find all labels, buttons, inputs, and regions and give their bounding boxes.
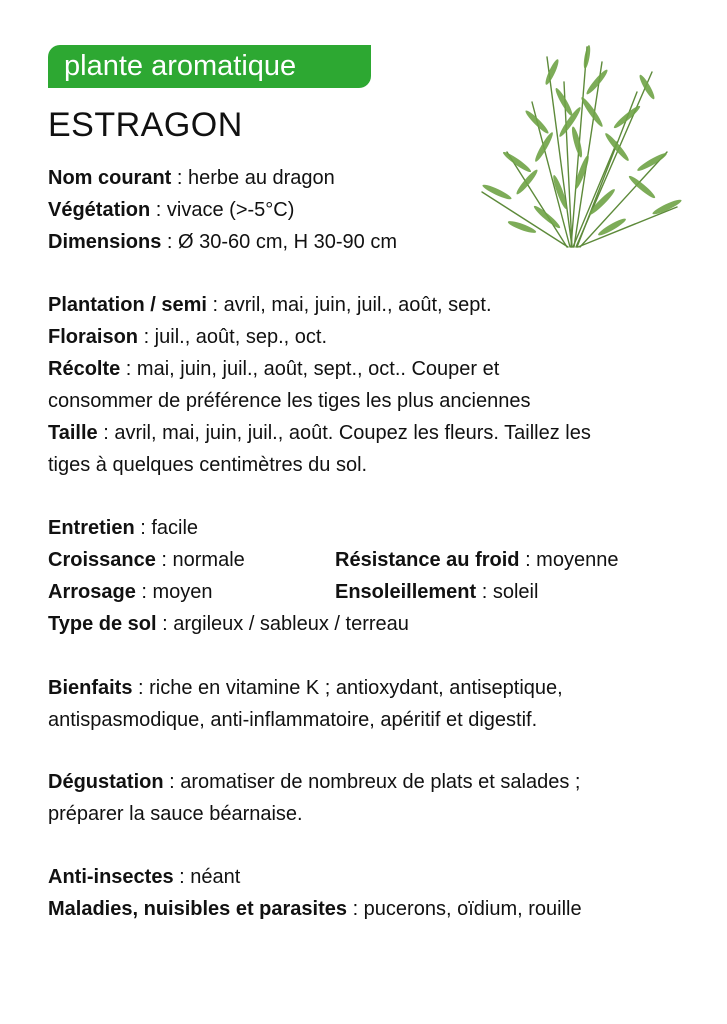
field-label: Récolte (48, 358, 121, 380)
field-value: : avril, mai, juin, juil., août. Coupez les fleurs. Taillez les (97, 422, 591, 444)
field-label: Arrosage (48, 581, 136, 603)
field-value: : moyenne (519, 549, 619, 571)
field-value: : Ø 30-60 cm, H 30-90 cm (161, 231, 397, 253)
field-label: Floraison (48, 326, 139, 348)
field-value: : juil., août, sep., oct. (138, 326, 327, 348)
field-ensoleillement (335, 579, 538, 605)
field-bienfaits-cont: antispasmodique, anti-inflammatoire, apéritif et digestif. (48, 709, 538, 731)
field-value: : argileux / sableux / terreau (156, 613, 409, 635)
field-recolte-cont: consommer de préférence les tiges les plus anciennes (48, 390, 531, 412)
field-label: Type de sol (48, 613, 157, 635)
field-plantation (48, 292, 492, 318)
field-degustation-cont: préparer la sauce béarnaise. (48, 803, 303, 825)
field-label: Dégustation (48, 771, 164, 793)
field-anti-insectes (48, 864, 240, 890)
field-label: Entretien (48, 517, 135, 539)
field-type-sol (48, 611, 409, 637)
field-maladies (48, 896, 582, 922)
field-resistance (335, 547, 618, 573)
field-taille-cont: tiges à quelques centimètres du sol. (48, 454, 368, 476)
field-value: : néant (173, 866, 241, 888)
field-value: : vivace (>-5°C) (150, 199, 295, 221)
field-degustation (48, 769, 580, 795)
field-value: : herbe au dragon (171, 167, 335, 189)
field-value: : aromatiser de nombreux de plats et salades ; (163, 771, 581, 793)
field-label: Résistance au froid (335, 549, 520, 571)
tarragon-plant-image (452, 42, 692, 252)
field-label: Bienfaits (48, 677, 133, 699)
page-title: ESTRAGON (48, 106, 243, 144)
field-label: Dimensions (48, 231, 162, 253)
category-badge: plante aromatique (48, 45, 371, 88)
field-value: : riche en vitamine K ; antioxydant, antiseptique, (132, 677, 563, 699)
field-nom-courant (48, 165, 335, 191)
field-value: : pucerons, oïdium, rouille (347, 898, 582, 920)
field-label: Taille (48, 422, 98, 444)
field-value: : mai, juin, juil., août, sept., oct.. Couper et (120, 358, 500, 380)
field-arrosage (48, 579, 213, 605)
field-dimensions (48, 229, 397, 255)
field-recolte (48, 356, 499, 382)
field-vegetation (48, 197, 294, 223)
field-label: Croissance (48, 549, 156, 571)
field-entretien (48, 515, 198, 541)
field-label: Plantation / semi (48, 294, 207, 316)
field-taille (48, 420, 591, 446)
field-value: : soleil (476, 581, 539, 603)
field-label: Anti-insectes (48, 866, 174, 888)
field-value: : facile (134, 517, 199, 539)
field-floraison (48, 324, 327, 350)
field-value: : normale (155, 549, 245, 571)
field-bienfaits (48, 675, 563, 701)
field-label: Maladies, nuisibles et parasites (48, 898, 348, 920)
field-croissance (48, 547, 245, 573)
field-label: Nom courant (48, 167, 172, 189)
field-label: Ensoleillement (335, 581, 477, 603)
field-value: : avril, mai, juin, juil., août, sept. (206, 294, 492, 316)
field-value: : moyen (135, 581, 213, 603)
field-label: Végétation (48, 199, 151, 221)
